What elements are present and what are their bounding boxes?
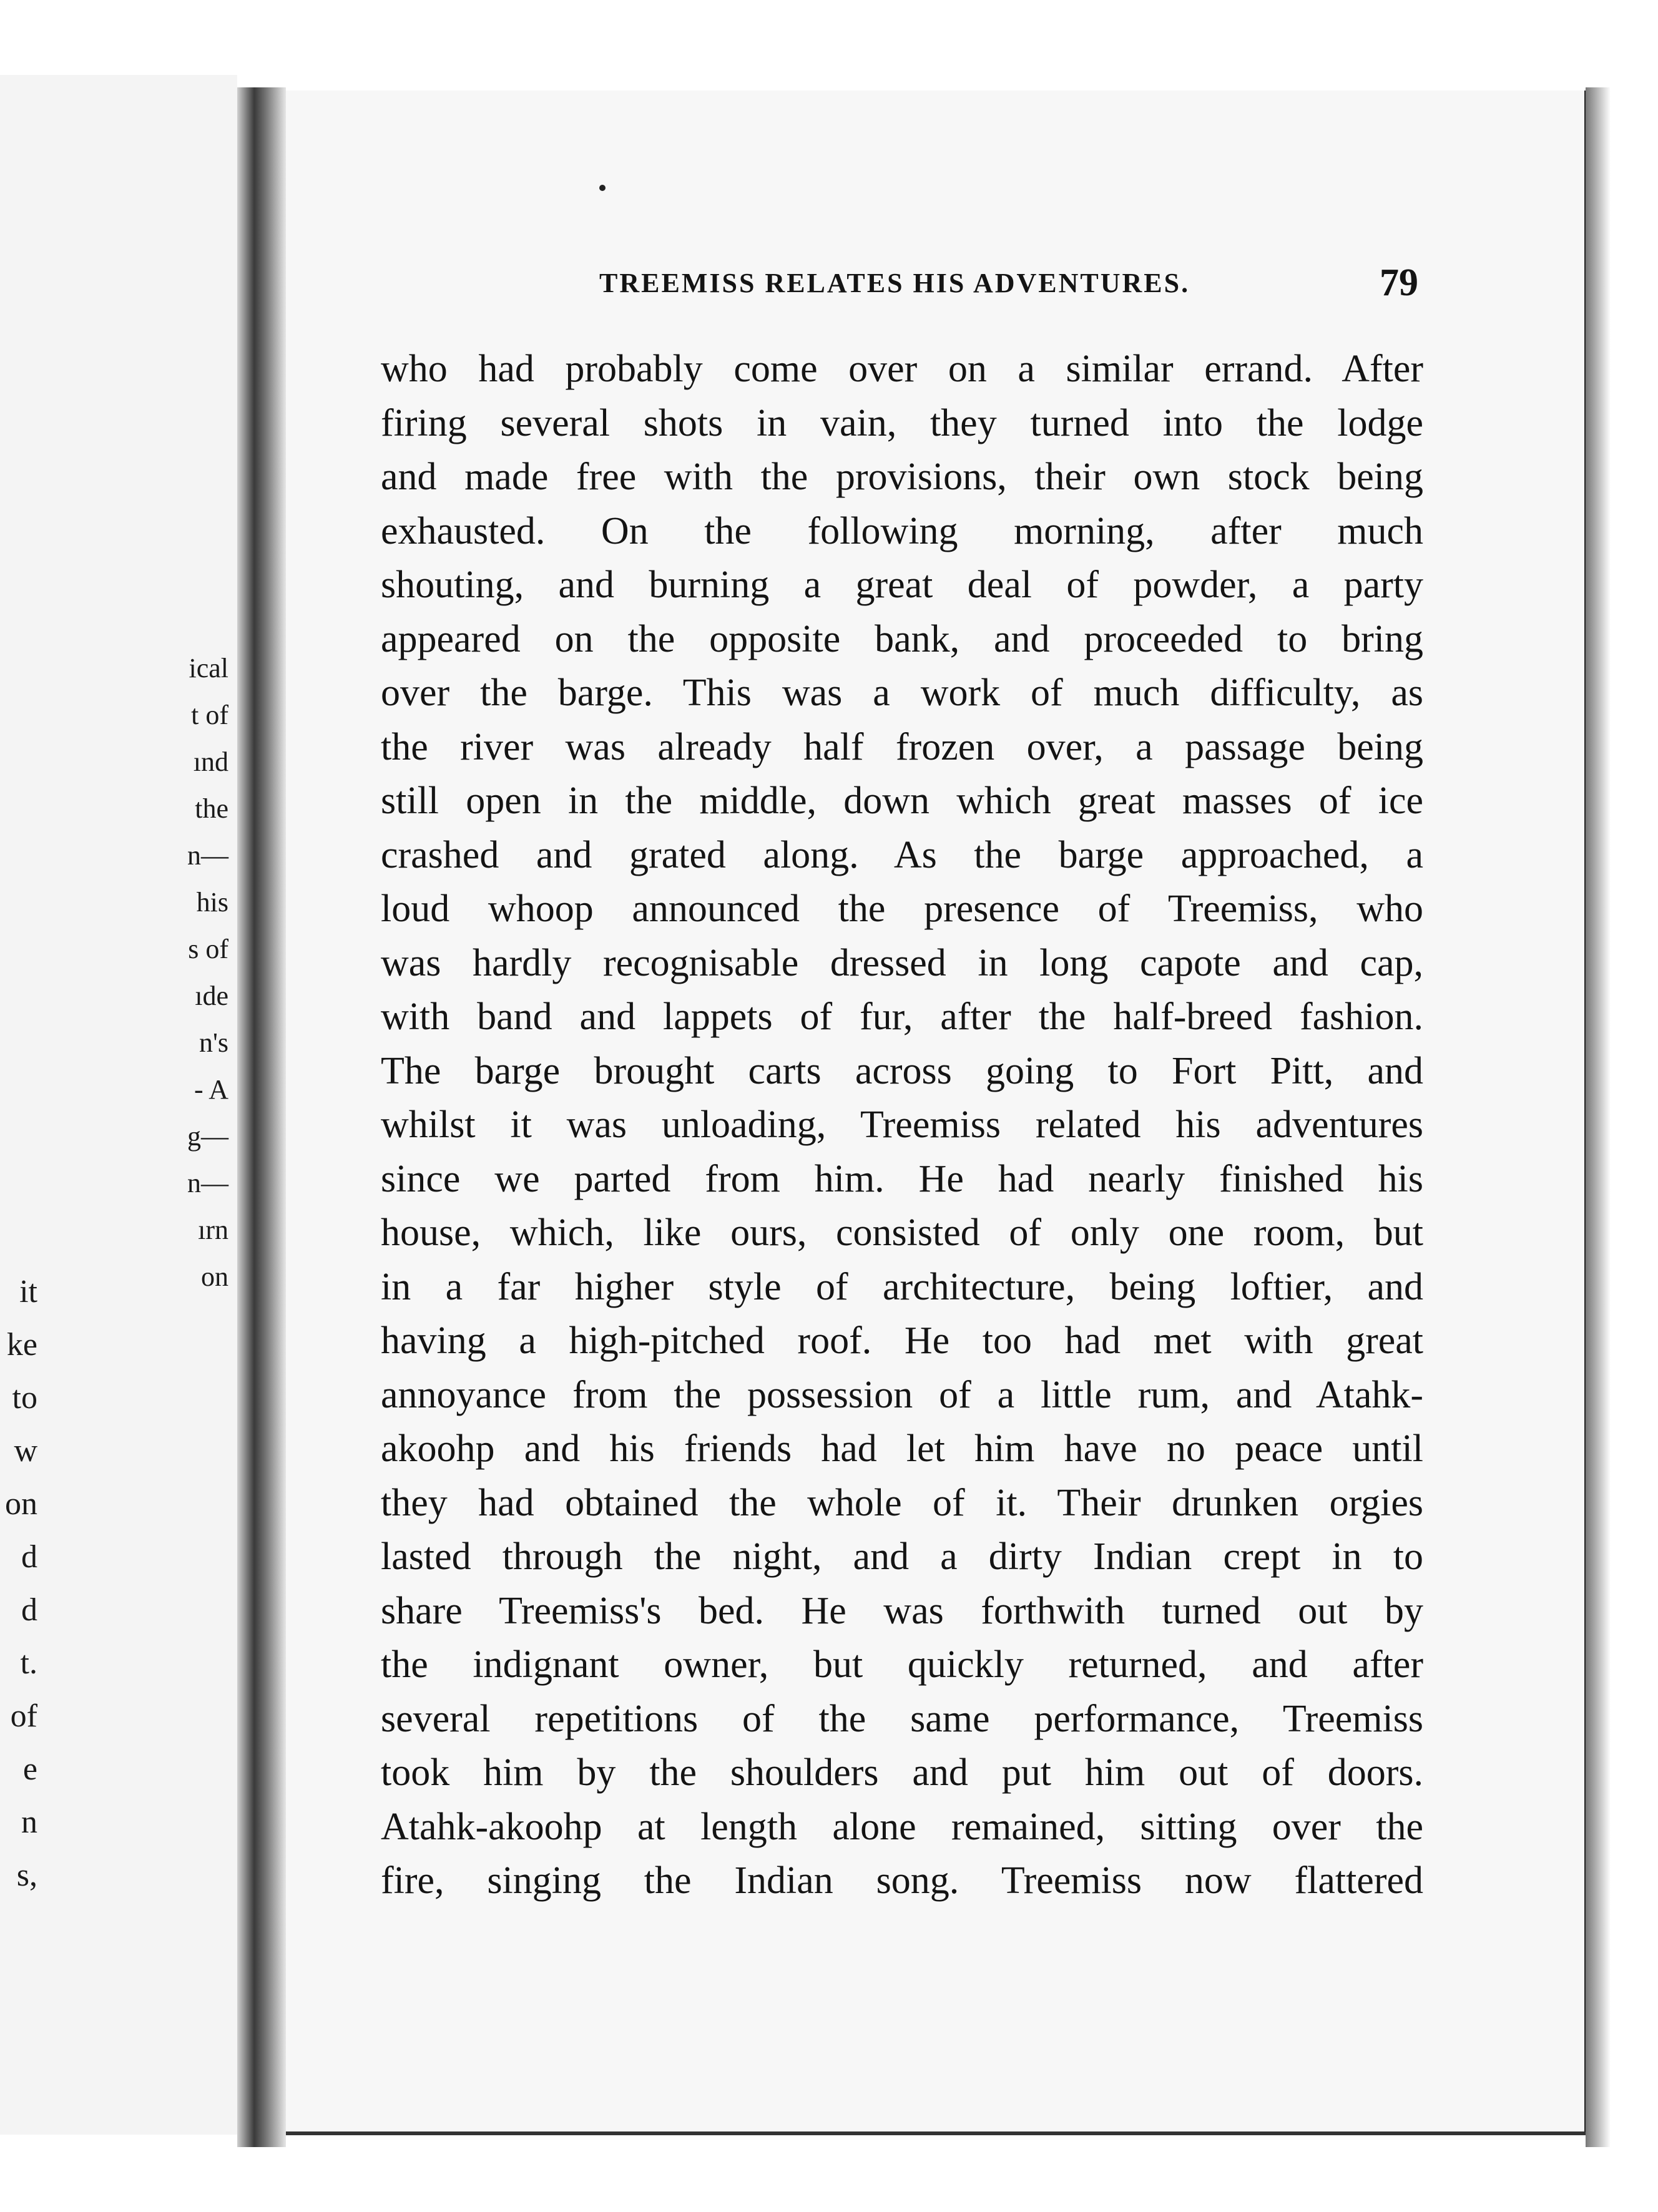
text-line: house, which, like ours, consisted of only one room, but <box>381 1211 1423 1254</box>
text-line: fire, singing the Indian song. Treemiss now flattered <box>381 1859 1423 1902</box>
text-line: in a far higher style of architecture, being loftier, and <box>381 1265 1423 1308</box>
left-fragment-text: ınd <box>193 746 228 777</box>
text-line: share Treemiss's bed. He was forthwith turned out by <box>381 1589 1423 1632</box>
text-line: Atahk-akoohp at length alone remained, sitting over the <box>381 1805 1423 1848</box>
left-fragment-text: on <box>5 1486 37 1522</box>
text-line: crashed and grated along. As the barge approached, a <box>381 833 1423 876</box>
left-fragment-text: ıde <box>195 981 228 1011</box>
text-line: was hardly recognisable dressed in long capote and cap, <box>381 941 1423 984</box>
text-line: several repetitions of the same performance, Treemiss <box>381 1697 1423 1740</box>
left-fragment-text: s, <box>16 1857 37 1893</box>
left-fragment-text: d <box>21 1592 37 1628</box>
text-line: still open in the middle, down which great masses of ice <box>381 780 1423 822</box>
text-line: akoohp and his friends had let him have no peace until <box>381 1427 1423 1470</box>
text-line: exhausted. On the following morning, after much <box>381 509 1423 552</box>
left-fragment-text: n— <box>187 1168 228 1198</box>
left-page-fragment <box>0 75 237 2135</box>
text-line: with band and lappets of fur, after the half-breed fashion. <box>381 996 1423 1038</box>
left-fragment-text: s of <box>188 934 228 964</box>
text-line: whilst it was unloading, Treemiss related his adventures <box>381 1104 1423 1146</box>
text-line: who had probably come over on a similar errand. After <box>381 348 1423 390</box>
left-fragment-text: it <box>19 1274 37 1309</box>
left-fragment-text: g— <box>187 1121 228 1152</box>
text-line: shouting, and burning a great deal of powder, a party <box>381 564 1423 606</box>
text-line: the river was already half frozen over, a passage being <box>381 725 1423 768</box>
running-head: TREEMISS RELATES HIS ADVENTURES. <box>599 268 1190 298</box>
left-fragment-text: to <box>12 1380 37 1416</box>
book-gutter <box>237 87 286 2147</box>
left-fragment-text: t of <box>191 700 228 730</box>
left-fragment-text: t. <box>20 1645 37 1681</box>
page-edge-shadow <box>1586 87 1611 2147</box>
left-fragment-text: e <box>22 1751 37 1787</box>
text-line: they had obtained the whole of it. Their drunken orgies <box>381 1481 1423 1524</box>
text-line: lasted through the night, and a dirty Indian crept in to <box>381 1535 1423 1578</box>
text-line: took him by the shoulders and put him out of doors. <box>381 1751 1423 1794</box>
text-line: loud whoop announced the presence of Treemiss, who <box>381 888 1423 930</box>
text-line: having a high-pitched roof. He too had met with great <box>381 1319 1423 1362</box>
left-fragment-text: ke <box>6 1327 37 1363</box>
print-speck <box>599 185 606 191</box>
text-line: firing several shots in vain, they turned into the lodge <box>381 401 1423 444</box>
left-fragment-text: ical <box>189 653 228 683</box>
text-line: annoyance from the possession of a little rum, and Atahk- <box>381 1373 1423 1416</box>
text-line: and made free with the provisions, their own stock being <box>381 456 1423 498</box>
left-fragment-text: - A <box>194 1074 228 1105</box>
left-fragment-text: n's <box>199 1027 228 1058</box>
left-fragment-text: the <box>195 793 228 824</box>
text-line: appeared on the opposite bank, and proceeded to bring <box>381 617 1423 660</box>
page-number: 79 <box>1380 262 1418 304</box>
body-text <box>381 342 1423 1908</box>
left-fragment-text: of <box>10 1698 37 1734</box>
left-fragment-text: his <box>196 887 228 918</box>
left-fragment-text: w <box>14 1433 37 1469</box>
text-line: The barge brought carts across going to Fort Pitt, and <box>381 1049 1423 1092</box>
left-fragment-text: d <box>21 1539 37 1575</box>
left-fragment-text: n— <box>187 840 228 871</box>
left-fragment-text: n <box>21 1804 37 1840</box>
text-line: since we parted from him. He had nearly finished his <box>381 1157 1423 1200</box>
text-line: the indignant owner, but quickly returned, and after <box>381 1643 1423 1686</box>
left-fragment-text: ırn <box>198 1215 228 1245</box>
left-fragment-text: on <box>201 1261 228 1292</box>
text-line: over the barge. This was a work of much difficulty, as <box>381 672 1423 714</box>
